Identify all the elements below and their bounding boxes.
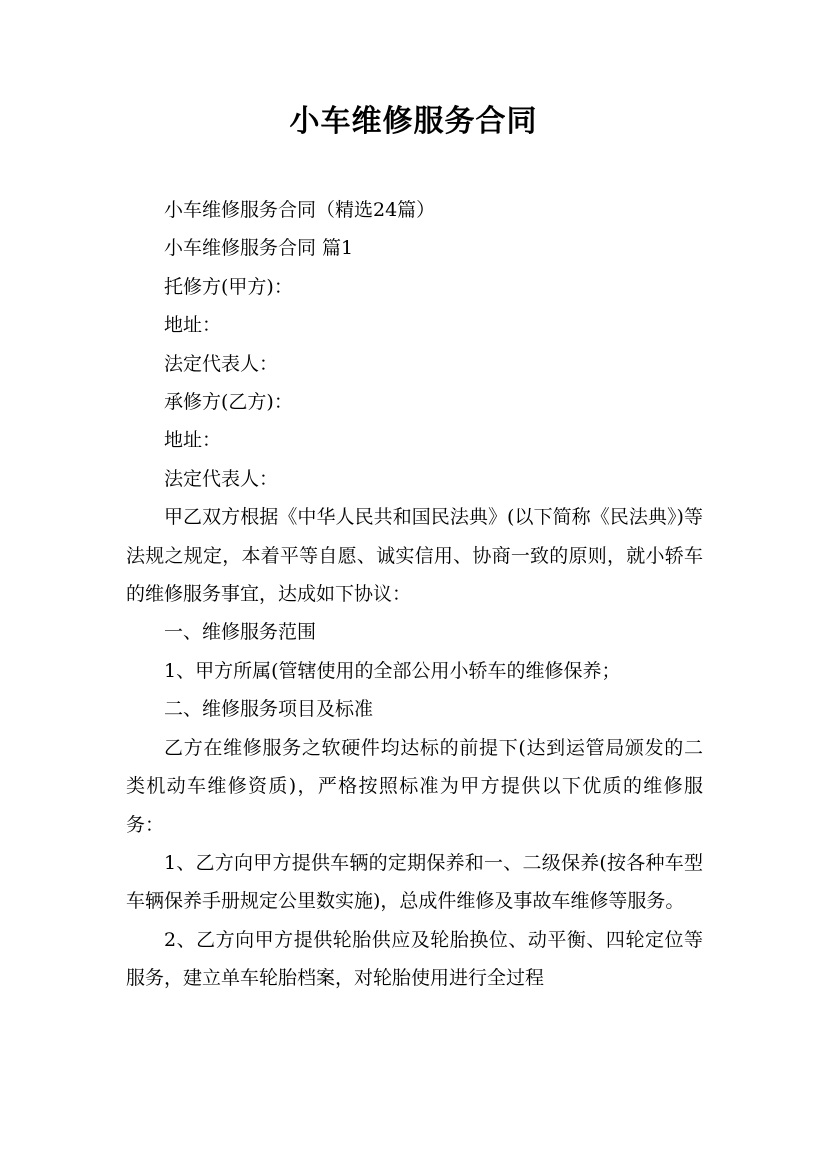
paragraph-clause-heading-1: 一、维修服务范围 (164, 621, 317, 644)
paragraph-clause-heading-2: 二、维修服务项目及标准 (164, 698, 374, 721)
paragraph-party-b: 承修方(乙方)： (164, 391, 293, 414)
paragraph-clause-2-1: 1、乙方向甲方提供车辆的定期保养和一、二级保养(按各种车型车辆保养手册规定公里数实施)，总成件维修及事故车维修等服务。 (126, 851, 703, 913)
paragraph-clause-1-1: 1、甲方所属(管辖使用的全部公用小轿车的维修保养； (164, 659, 621, 682)
paragraph-party-b-representative: 法定代表人： (164, 467, 279, 490)
paragraph-subtitle: 小车维修服务合同（精选24篇） (164, 199, 436, 221)
document-body (126, 191, 703, 998)
document-title: 小车维修服务合同 (289, 104, 538, 139)
paragraph-party-a: 托修方(甲方)： (164, 275, 293, 298)
paragraph-party-a-representative: 法定代表人： (164, 352, 279, 375)
paragraph-section-heading: 小车维修服务合同 篇1 (164, 237, 354, 260)
paragraph-party-b-address: 地址： (164, 429, 222, 452)
paragraph-clause-2-2: 2、乙方向甲方提供轮胎供应及轮胎换位、动平衡、四轮定位等服务，建立单车轮胎档案，对轮胎使用进行全过程 (126, 928, 703, 990)
paragraph-party-a-address: 地址： (164, 314, 222, 337)
paragraph-clause-2-intro: 乙方在维修服务之软硬件均达标的前提下(达到运管局颁发的二类机动车维修资质)，严格按照标准为甲方提供以下优质的维修服务： (126, 736, 703, 836)
paragraph-preamble: 甲乙双方根据《中华人民共和国民法典》(以下简称《民法典》)等法规之规定，本着平等自愿、诚实信用、协商一致的原则，就小轿车的维修服务事宜，达成如下协议： (126, 506, 703, 606)
